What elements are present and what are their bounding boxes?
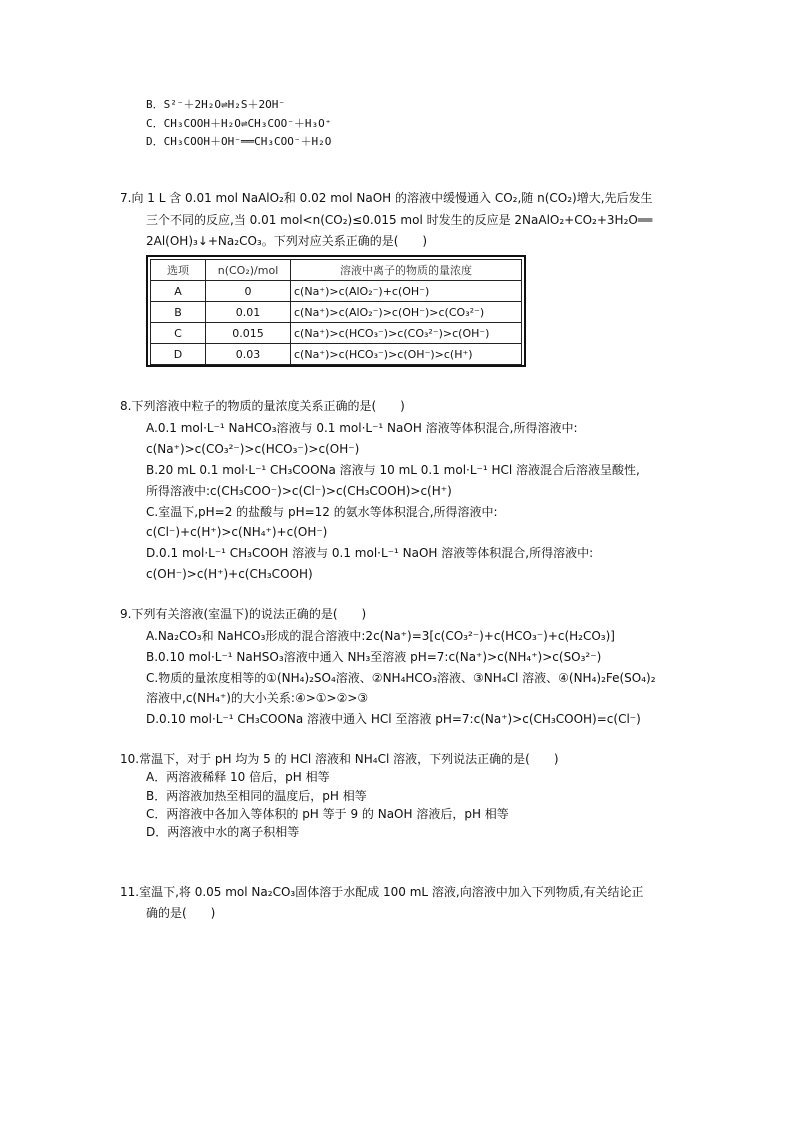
q10-option-d: D．两溶液中水的离子积相等: [146, 825, 300, 839]
table-cell: C: [151, 323, 206, 344]
q8-stem: 8.下列溶液中粒子的物质的量浓度关系正确的是( ): [120, 399, 405, 413]
q8-option-d-line1: D.0.1 mol·L⁻¹ CH₃COOH 溶液与 0.1 mol·L⁻¹ NaOH 溶液等体积混合,所得溶液中:: [146, 546, 594, 560]
table-row: [151, 302, 522, 323]
table-cell: 0.01: [206, 302, 291, 323]
table-cell: 0.015: [206, 323, 291, 344]
q11-stem-line2: 确的是( ): [146, 906, 216, 920]
q8-option-c-line1: C.室温下,pH=2 的盐酸与 pH=12 的氨水等体积混合,所得溶液中:: [146, 505, 498, 519]
table-cell: A: [151, 281, 206, 302]
q7-options-table: [150, 259, 522, 365]
table-cell: 0: [206, 281, 291, 302]
q9-option-b: B.0.10 mol·L⁻¹ NaHSO₃溶液中通入 NH₃至溶液 pH=7:c(Na⁺)>c(NH₄⁺)>c(SO₃²⁻): [146, 650, 602, 664]
q10-option-c: C．两溶液中各加入等体积的 pH 等于 9 的 NaOH 溶液后，pH 相等: [146, 807, 509, 821]
table-cell: B: [151, 302, 206, 323]
table-row: [151, 323, 522, 344]
table-row: [151, 344, 522, 365]
table-cell: c(Na⁺)>c(AlO₂⁻)>c(OH⁻)>c(CO₃²⁻): [291, 302, 522, 323]
table-cell: 0.03: [206, 344, 291, 365]
q10-option-b: B．两溶液加热至相同的温度后，pH 相等: [146, 789, 367, 803]
q10-stem: 10.常温下，对于 pH 均为 5 的 HCl 溶液和 NH₄Cl 溶液，下列说法正确的是( ): [120, 752, 559, 766]
q8-option-a-line1: A.0.1 mol·L⁻¹ NaHCO₃溶液与 0.1 mol·L⁻¹ NaOH 溶液等体积混合,所得溶液中:: [146, 421, 578, 435]
q9-option-c-line2: 溶液中,c(NH₄⁺)的大小关系:④>①>②>③: [146, 691, 369, 705]
q6-option-c: C．CH₃COOH＋H₂O⇌CH₃COO⁻＋H₃O⁺: [146, 117, 332, 130]
table-cell: D: [151, 344, 206, 365]
q7-stem-line3: 2Al(OH)₃↓+Na₂CO₃。下列对应关系正确的是( ): [146, 234, 428, 248]
q6-option-d: D．CH₃COOH＋OH⁻══CH₃COO⁻＋H₂O: [146, 135, 332, 148]
q9-option-a: A.Na₂CO₃和 NaHCO₃形成的混合溶液中:2c(Na⁺)=3[c(CO₃²⁻)+c(HCO₃⁻)+c(H₂CO₃)]: [146, 629, 615, 643]
table-row: [151, 281, 522, 302]
q10-option-a: A．两溶液稀释 10 倍后，pH 相等: [146, 770, 330, 784]
q8-option-c-line2: c(Cl⁻)+c(H⁺)>c(NH₄⁺)+c(OH⁻): [146, 525, 328, 539]
q6-option-b: B．S²⁻＋2H₂O⇌H₂S＋2OH⁻: [146, 98, 285, 111]
q11-stem-line1: 11.室温下,将 0.05 mol Na₂CO₃固体溶于水配成 100 mL 溶液,向溶液中加入下列物质,有关结论正: [120, 885, 644, 899]
table-header-option: 选项: [151, 260, 206, 281]
table-cell: c(Na⁺)>c(HCO₃⁻)>c(OH⁻)>c(H⁺): [291, 344, 522, 365]
q9-option-d: D.0.10 mol·L⁻¹ CH₃COONa 溶液中通入 HCl 至溶液 pH=7:c(Na⁺)>c(CH₃COOH)=c(Cl⁻): [146, 712, 641, 726]
q8-option-d-line2: c(OH⁻)>c(H⁺)+c(CH₃COOH): [146, 567, 313, 581]
q8-option-a-line2: c(Na⁺)>c(CO₃²⁻)>c(HCO₃⁻)>c(OH⁻): [146, 442, 360, 456]
q9-stem: 9.下列有关溶液(室温下)的说法正确的是( ): [120, 607, 367, 621]
table-cell: c(Na⁺)>c(AlO₂⁻)+c(OH⁻): [291, 281, 522, 302]
q9-option-c-line1: C.物质的量浓度相等的①(NH₄)₂SO₄溶液、②NH₄HCO₃溶液、③NH₄Cl 溶液、④(NH₄)₂Fe(SO₄)₂: [146, 671, 656, 685]
table-header-row: [151, 260, 522, 281]
q8-option-b-line2: 所得溶液中:c(CH₃COO⁻)>c(Cl⁻)>c(CH₃COOH)>c(H⁺): [146, 484, 452, 498]
table-header-nco2: n(CO₂)/mol: [206, 260, 291, 281]
table-header-concentration: 溶液中离子的物质的量浓度: [291, 260, 522, 281]
table-cell: c(Na⁺)>c(HCO₃⁻)>c(CO₃²⁻)>c(OH⁻): [291, 323, 522, 344]
q8-option-b-line1: B.20 mL 0.1 mol·L⁻¹ CH₃COONa 溶液与 10 mL 0.1 mol·L⁻¹ HCl 溶液混合后溶液呈酸性,: [146, 463, 640, 477]
q7-stem-line1: 7.向 1 L 含 0.01 mol NaAlO₂和 0.02 mol NaOH 的溶液中缓慢通入 CO₂,随 n(CO₂)增大,先后发生: [120, 191, 653, 205]
q7-stem-line2: 三个不同的反应,当 0.01 mol<n(CO₂)≤0.015 mol 时发生的反应是 2NaAlO₂+CO₂+3H₂O══: [146, 213, 653, 227]
